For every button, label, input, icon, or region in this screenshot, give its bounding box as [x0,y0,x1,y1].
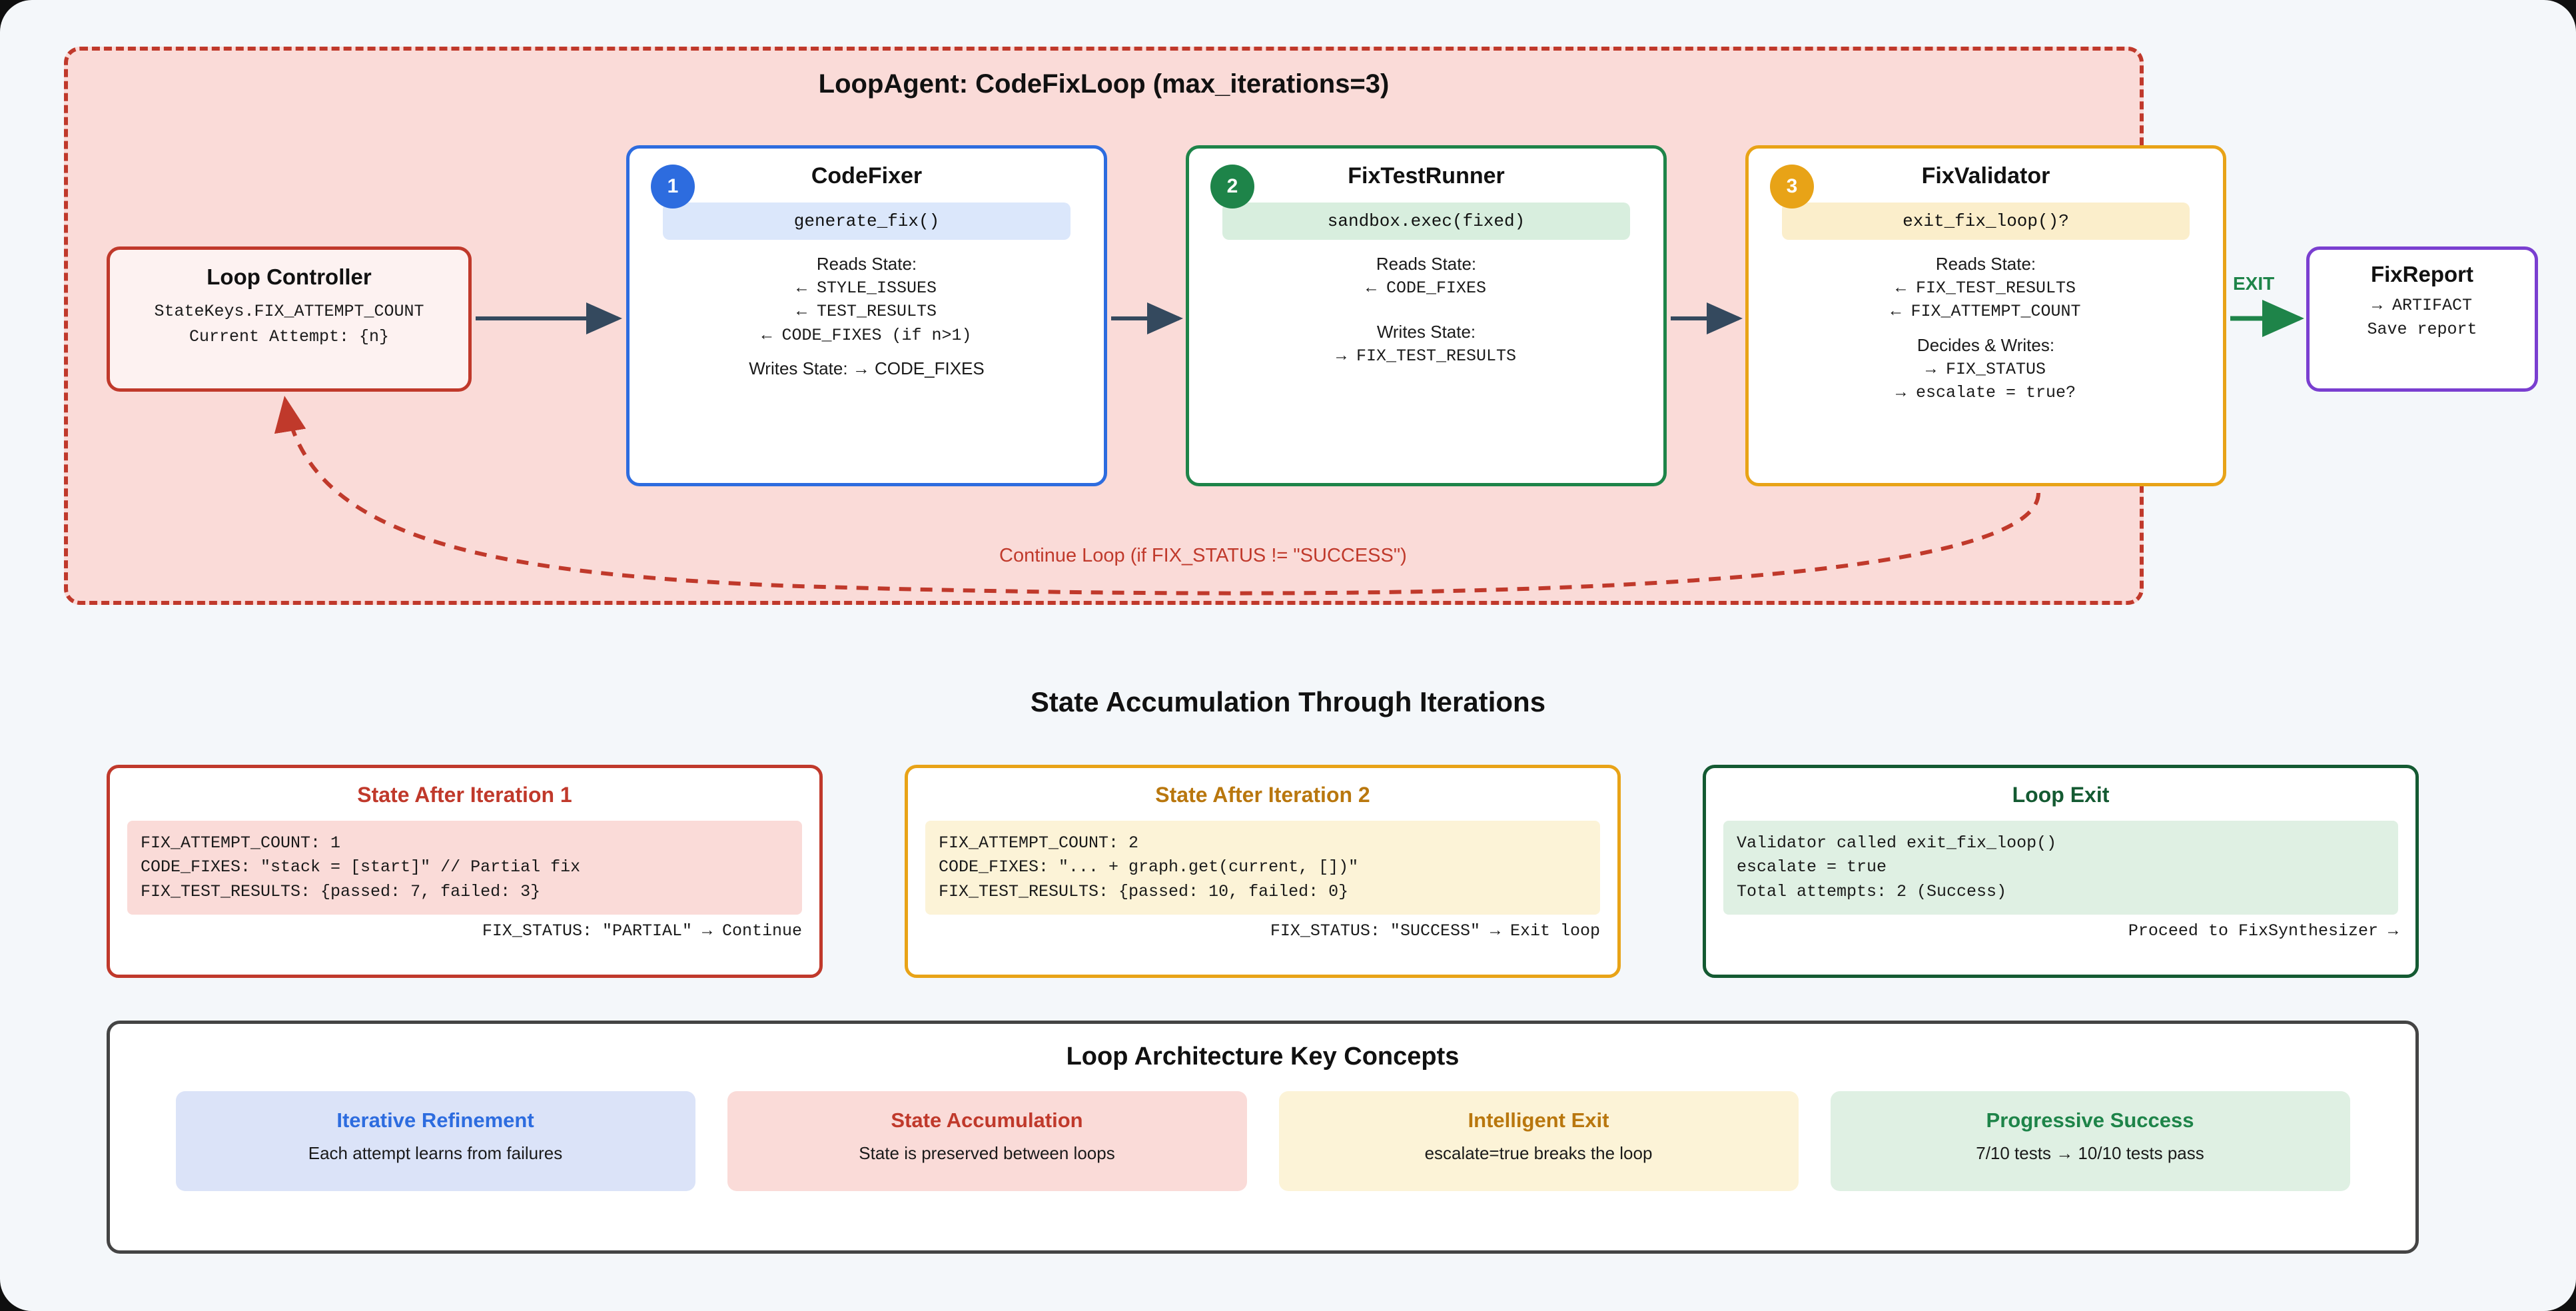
validator-writes-label: Decides & Writes: [1917,334,2055,355]
key-concepts-panel [107,1021,2419,1254]
loop-agent-title: LoopAgent: CodeFixLoop (max_iterations=3) [818,69,1390,99]
state-section-title: State Accumulation Through Iterations [1030,686,1546,717]
state-3-line-1: Validator called exit_fix_loop() [1737,833,2057,853]
loop-controller-statekey: StateKeys.FIX_ATTEMPT_COUNT [154,302,424,321]
kc-4-heading: Progressive Success [1986,1108,2194,1132]
state-card-1-title: State After Iteration 1 [357,783,572,807]
validator-read-2: ← FIX_ATTEMPT_COUNT [1891,302,2081,322]
state-3-footer: Proceed to FixSynthesizer → [2128,921,2398,941]
fixreport-artifact: → ARTIFACT [2371,296,2473,315]
key-concept-iterative-refinement [176,1091,695,1191]
testrunner-write-1: → FIX_TEST_RESULTS [1336,346,1517,366]
node-fixvalidator-title: FixValidator [1921,163,2050,189]
state-card-3-title: Loop Exit [2012,783,2110,807]
state-3-line-2: escalate = true [1737,857,1887,877]
state-2-line-3: FIX_TEST_RESULTS: {passed: 10, failed: 0} [939,881,1349,901]
state-card-2-title: State After Iteration 2 [1155,783,1370,807]
kc-4-sub: 7/10 tests → 10/10 tests pass [1976,1143,2204,1163]
validator-write-1: → FIX_STATUS [1925,359,2046,379]
state-3-line-3: Total attempts: 2 (Success) [1737,881,2007,901]
node-fixtestrunner[interactable] [1186,145,1667,486]
testrunner-read-1: ← CODE_FIXES [1366,278,1487,298]
state-2-line-1: FIX_ATTEMPT_COUNT: 2 [939,833,1139,853]
key-concept-intelligent-exit [1279,1091,1799,1191]
testrunner-reads-label: Reads State: [1376,254,1477,274]
state-card-iteration-2 [905,765,1621,978]
codefixer-read-3: ← CODE_FIXES (if n>1) [761,325,972,345]
kc-2-heading: State Accumulation [891,1108,1083,1132]
step-badge-2: 2 [1210,165,1254,209]
exit-arrow-label: EXIT [2233,273,2275,294]
kc-3-sub: escalate=true breaks the loop [1424,1143,1653,1163]
node-codefixer-title: CodeFixer [811,163,923,189]
node-fixreport-title: FixReport [2370,262,2473,286]
step-badge-3: 3 [1770,165,1814,209]
state-2-footer: FIX_STATUS: "SUCCESS" → Exit loop [1270,921,1600,941]
validator-write-2: → escalate = true? [1895,383,2076,403]
key-concepts-title: Loop Architecture Key Concepts [1066,1043,1460,1071]
loop-controller-node[interactable] [107,246,472,392]
node-codefixer-call: generate_fix() [663,203,1071,240]
kc-1-sub: Each attempt learns from failures [308,1143,563,1163]
node-fixvalidator-call: exit_fix_loop()? [1782,203,2190,240]
fixreport-save: Save report [2367,320,2477,340]
state-1-footer: FIX_STATUS: "PARTIAL" → Continue [482,921,802,941]
codefixer-reads-label: Reads State: [816,254,917,274]
continue-loop-label: Continue Loop (if FIX_STATUS != "SUCCESS") [999,545,1407,566]
node-fixvalidator[interactable] [1745,145,2226,486]
validator-reads-label: Reads State: [1935,254,2036,274]
validator-read-1: ← FIX_TEST_RESULTS [1895,278,2076,298]
node-fixreport[interactable] [2306,246,2538,392]
kc-3-heading: Intelligent Exit [1468,1108,1609,1132]
loop-controller-attempt: Current Attempt: {n} [189,326,390,346]
step-badge-1: 1 [651,165,695,209]
state-card-loop-exit [1703,765,2419,978]
node-fixtestrunner-title: FixTestRunner [1348,163,1505,189]
codefixer-read-2: ← TEST_RESULTS [796,302,937,322]
state-2-line-2: CODE_FIXES: "... + graph.get(current, [])" [939,857,1359,877]
state-1-line-3: FIX_TEST_RESULTS: {passed: 7, failed: 3} [141,881,541,901]
state-1-line-1: FIX_ATTEMPT_COUNT: 1 [141,833,341,853]
codefixer-read-1: ← STYLE_ISSUES [796,278,937,298]
key-concept-state-accumulation [727,1091,1247,1191]
loop-controller-title: Loop Controller [207,264,372,289]
key-concept-progressive-success [1831,1091,2350,1191]
kc-2-sub: State is preserved between loops [859,1143,1115,1163]
kc-1-heading: Iterative Refinement [336,1108,534,1132]
state-card-iteration-1 [107,765,823,978]
node-codefixer[interactable] [626,145,1107,486]
state-1-line-2: CODE_FIXES: "stack = [start]" // Partial fix [141,857,581,877]
node-fixtestrunner-call: sandbox.exec(fixed) [1222,203,1630,240]
testrunner-writes-label: Writes State: [1376,322,1476,342]
codefixer-writes-label: Writes State: → CODE_FIXES [749,358,985,379]
